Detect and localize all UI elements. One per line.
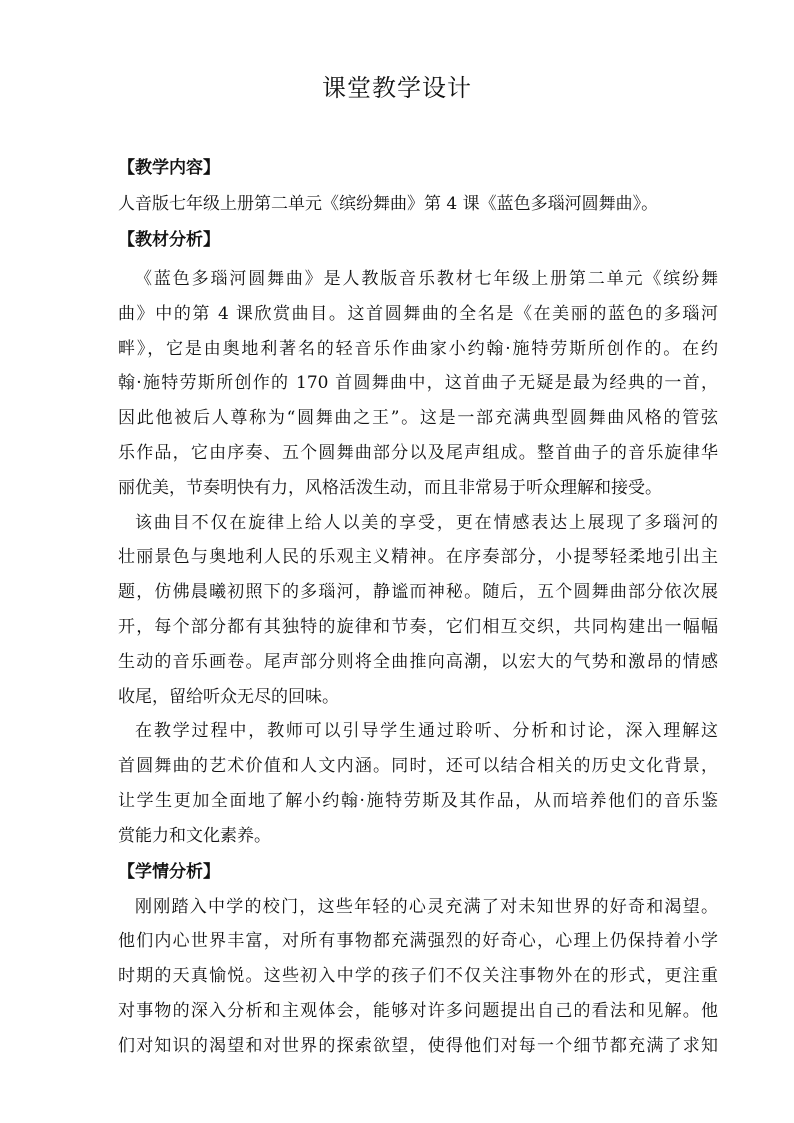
paragraph-line: 壮丽景色与奥地利人民的乐观主义精神。在序奏部分，小提琴轻柔地引出主 <box>118 547 718 568</box>
document-title: 课堂教学设计 <box>322 74 472 102</box>
material-analysis-paragraph-2 <box>118 506 718 715</box>
paragraph-line: 时期的天真愉悦。这些初入中学的孩子们不仅关注事物外在的形式，更注重 <box>118 966 718 987</box>
paragraph-line: 收尾，留给听众无尽的回味。 <box>118 686 339 707</box>
paragraph-line: 乐作品，它由序奏、五个圆舞曲部分以及尾声组成。整首曲子的音乐旋律华 <box>118 442 718 463</box>
paragraph-line: 赏能力和文化素养。 <box>118 825 271 846</box>
paragraph-line: 丽优美，节奏明快有力，风格活泼生动，而且非常易于听众理解和接受。 <box>118 477 662 498</box>
paragraph-line: 《蓝色多瑙河圆舞曲》是人教版音乐教材七年级上册第二单元《缤纷舞 <box>135 269 718 289</box>
section-heading-teaching-content: 【教学内容】 <box>118 158 220 178</box>
paragraph-line: 畔》，它是由奥地利著名的轻音乐作曲家小约翰·施特劳斯所创作的。在约 <box>118 338 718 359</box>
paragraph-line: 首圆舞曲的艺术价值和人文内涵。同时，还可以结合相关的历史文化背景， <box>118 756 718 777</box>
document-body <box>118 150 718 1064</box>
paragraph-line: 们对知识的渴望和对世界的探索欲望，使得他们对每一个细节都充满了求知 <box>118 1035 718 1056</box>
paragraph-line: 他们内心世界丰富，对所有事物都充满强烈的好奇心，心理上仍保持着小学 <box>118 931 718 952</box>
paragraph-line: 让学生更加全面地了解小约翰·施特劳斯及其作品，从而培养他们的音乐鉴 <box>118 790 718 811</box>
paragraph-line: 曲》中的第 4 课欣赏曲目。这首圆舞曲的全名是《在美丽的蓝色的多瑙河 <box>118 303 718 324</box>
paragraph-line: 对事物的深入分析和主观体会，能够对许多问题提出自己的看法和见解。他 <box>118 1000 718 1021</box>
section-heading-material-analysis: 【教材分析】 <box>118 230 220 250</box>
paragraph-line: 刚刚踏入中学的校门，这些年轻的心灵充满了对未知世界的好奇和渴望。 <box>135 896 718 917</box>
paragraph-line: 该曲目不仅在旋律上给人以美的享受，更在情感表达上展现了多瑙河的 <box>135 512 718 533</box>
paragraph-line: 开，每个部分都有其独特的旋律和节奏，它们相互交织，共同构建出一幅幅 <box>118 616 718 637</box>
paragraph-line: 生动的音乐画卷。尾声部分则将全曲推向高潮，以宏大的气势和激昂的情感 <box>118 651 718 672</box>
paragraph-line: 翰·施特劳斯所创作的 170 首圆舞曲中，这首曲子无疑是最为经典的一首， <box>118 373 718 394</box>
paragraph-line: 因此他被后人尊称为“圆舞曲之王”。这是一部充满典型圆舞曲风格的管弦 <box>118 408 718 429</box>
section-heading-student-analysis: 【学情分析】 <box>118 861 220 882</box>
material-analysis-paragraph-3 <box>118 714 718 853</box>
teaching-content-text: 人音版七年级上册第二单元《缤纷舞曲》第 4 课《蓝色多瑙河圆舞曲》。 <box>118 194 659 214</box>
paragraph-line: 在教学过程中，教师可以引导学生通过聆听、分析和讨论，深入理解这 <box>135 721 718 742</box>
material-analysis-paragraph-1 <box>118 262 718 506</box>
student-analysis-paragraph-1 <box>118 890 718 1064</box>
paragraph-line: 题，仿佛晨曦初照下的多瑙河，静谧而神秘。随后，五个圆舞曲部分依次展 <box>118 582 718 603</box>
